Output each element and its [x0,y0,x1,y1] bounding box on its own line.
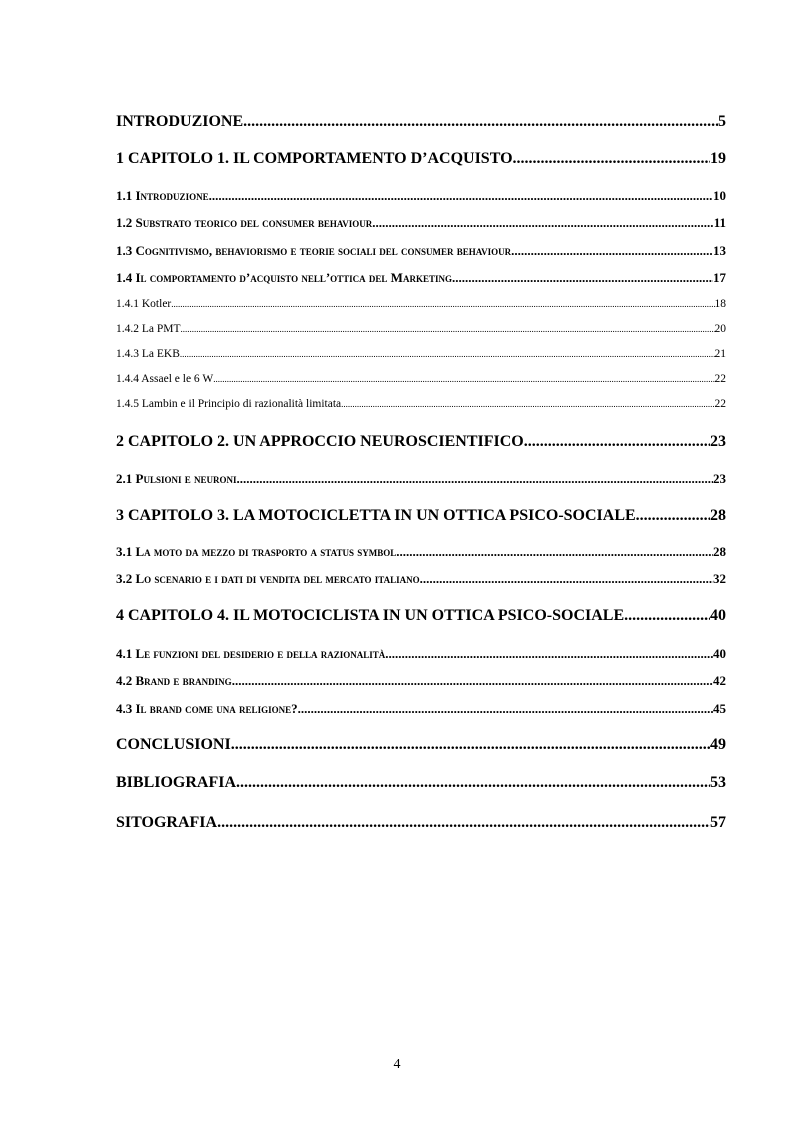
toc-entry-title: 3.2 Lo scenario e i dati di vendita del mercato italiano [116,571,420,586]
toc-leader-dots [236,471,713,487]
toc-entry-title: 1 CAPITOLO 1. IL COMPORTAMENTO D’ACQUISTO [116,150,513,167]
toc-entry-title: BIBLIOGRAFIA [116,774,237,791]
toc-leader-dots [385,646,713,662]
toc-entry-title: CONCLUSIONI [116,736,231,753]
toc-leader-dots [231,736,710,754]
toc-leader-dots [217,814,710,832]
toc-entry-chapter-1[interactable] [116,150,726,168]
toc-entry-title: 1.2 Substrato teorico del consumer behaviour [116,215,373,230]
toc-entry-page: 57 [710,814,726,831]
toc-entry-introduzione[interactable] [116,113,726,131]
toc-entry-1-3[interactable] [116,243,726,259]
toc-entry-page: 53 [710,774,726,791]
toc-leader-dots [209,188,713,204]
toc-entry-1-4-4[interactable] [116,373,726,385]
toc-entry-2-1[interactable] [116,471,726,487]
toc-entry-page: 42 [713,673,726,688]
toc-entry-title: INTRODUZIONE [116,113,244,130]
toc-leader-dots [236,774,710,792]
toc-entry-1-4-2[interactable] [116,323,726,335]
toc-entry-title: 1.1 Introduzione [116,188,209,203]
toc-entry-page: 5 [718,113,726,130]
toc-entry-chapter-3[interactable] [116,507,726,525]
toc-entry-title: 4.3 Il brand come una religione? [116,701,298,716]
toc-entry-3-2[interactable] [116,571,726,587]
toc-leader-dots [341,399,714,409]
toc-entry-conclusioni[interactable] [116,736,726,754]
toc-entry-page: 32 [713,571,726,586]
toc-leader-dots [213,374,714,384]
toc-leader-dots [243,113,718,131]
page-number: 4 [393,1057,401,1072]
toc-entry-page: 28 [710,507,726,524]
toc-entry-title: 1.3 Cognitivismo, behaviorismo e teorie sociali del consumer behaviour [116,243,512,258]
toc-entry-title: SITOGRAFIA [116,814,218,831]
toc-entry-4-3[interactable] [116,701,726,717]
toc-entry-page: 19 [710,150,726,167]
toc-entry-title: 1.4.1 Kotler [116,298,172,310]
toc-entry-bibliografia[interactable] [116,774,726,792]
toc-entry-page: 18 [714,298,726,310]
toc-leader-dots [181,324,715,334]
toc-entry-title: 1.4 Il comportamento d’acquisto nell’ottica del Marketing [116,270,452,285]
toc-entry-page: 49 [710,736,726,753]
toc-entry-title: 1.4.3 La EKB [116,348,180,360]
toc-entry-title: 1.4.4 Assael e le 6 W [116,373,214,385]
toc-entry-page: 40 [710,607,726,624]
toc-leader-dots [511,243,713,259]
toc-entry-sitografia[interactable] [116,814,726,832]
toc-entry-chapter-4[interactable] [116,607,726,625]
toc-leader-dots [232,673,713,689]
toc-entry-title: 1.4.2 La PMT [116,323,181,335]
toc-leader-dots [372,215,713,231]
toc-leader-dots [171,299,714,309]
toc-entry-1-4[interactable] [116,270,726,286]
toc-entry-page: 17 [713,270,726,285]
toc-entry-page: 23 [710,433,726,450]
toc-entry-page: 10 [713,188,726,203]
toc-entry-page: 22 [714,398,726,410]
toc-entry-1-4-5[interactable] [116,398,726,410]
toc-entry-title: 4 CAPITOLO 4. IL MOTOCICLISTA IN UN OTTICA PSICO-SOCIALE [116,607,625,624]
toc-entry-page: 20 [714,323,726,335]
toc-entry-page: 11 [713,215,726,230]
toc-entry-page: 45 [713,701,726,716]
toc-entry-4-2[interactable] [116,673,726,689]
toc-entry-title: 3.1 La moto da mezzo di trasporto a status symbol [116,544,397,559]
toc-leader-dots [396,544,713,560]
toc-leader-dots [420,571,713,587]
toc-leader-dots [624,607,710,625]
toc-entry-title: 2 CAPITOLO 2. UN APPROCCIO NEUROSCIENTIFICO [116,433,524,450]
toc-entry-title: 3 CAPITOLO 3. LA MOTOCICLETTA IN UN OTTICA PSICO-SOCIALE [116,507,636,524]
toc-entry-1-2[interactable] [116,215,726,231]
toc-entry-page: 13 [713,243,726,258]
toc-entry-1-1[interactable] [116,188,726,204]
toc-entry-4-1[interactable] [116,646,726,662]
toc-entry-chapter-2[interactable] [116,433,726,451]
toc-entry-page: 23 [713,471,726,486]
toc-entry-page: 40 [713,646,726,661]
toc-entry-title: 2.1 Pulsioni e neuroni [116,471,237,486]
toc-entry-3-1[interactable] [116,544,726,560]
toc-leader-dots [180,349,715,359]
toc-entry-1-4-3[interactable] [116,348,726,360]
toc-entry-page: 22 [714,373,726,385]
toc-entry-page: 21 [714,348,726,360]
toc-leader-dots [513,150,710,168]
toc-entry-page: 28 [713,544,726,559]
toc-entry-title: 4.1 Le funzioni del desiderio e della razionalità [116,646,386,661]
toc-entry-title: 4.2 Brand e branding [116,673,232,688]
toc-leader-dots [524,433,710,451]
toc-entry-title: 1.4.5 Lambin e il Principio di razionalità limitata [116,398,342,410]
toc-leader-dots [636,507,710,525]
toc-leader-dots [452,270,713,286]
toc-entry-1-4-1[interactable] [116,298,726,310]
toc-leader-dots [298,701,713,717]
